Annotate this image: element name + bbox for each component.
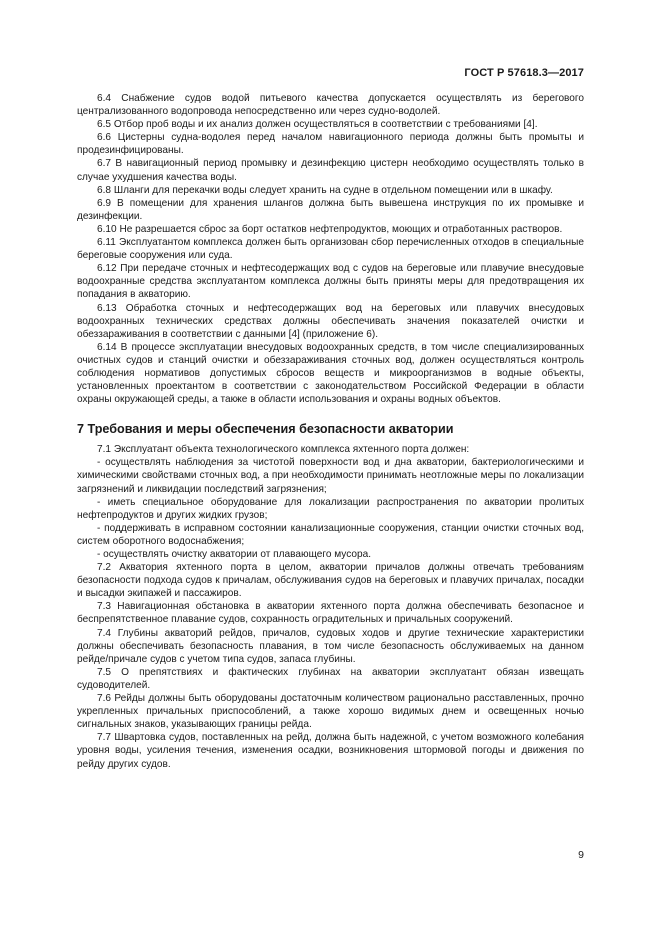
paragraph-6-13: 6.13 Обработка сточных и нефтесодержащих вод на береговых или плавучих внесудовых водоохранных технических средствах должны обеспечивать значения показателей очистки и обеззараживания в соответствии с данными [4] (приложение 6).: [77, 302, 584, 340]
paragraph-7-1: 7.1 Эксплуатант объекта технологического комплекса яхтенного порта должен:: [97, 444, 470, 456]
paragraph-6-6: 6.6 Цистерны судна-водолея перед началом навигационного периода должны быть промыты и продезинфицированы.: [77, 132, 584, 157]
list-item-maintenance: - поддерживать в исправном состоянии канализационные сооружения, станции очистки сточных вод, систем оборотного водоснабжения;: [77, 522, 584, 547]
paragraph-6-7: 6.7 В навигационный период промывку и дезинфекцию цистерн необходимо осуществлять только в случае ухудшения качества воды.: [77, 158, 584, 183]
section-6-paragraphs: [77, 92, 584, 406]
paragraph-6-10: 6.10 Не разрешается сброс за борт остатков нефтепродуктов, моющих и отработанных растворов.: [97, 223, 563, 235]
paragraph-7-6: 7.6 Рейды должны быть оборудованы достаточным количеством рационально расставленных, прочно укрепленных причальных приспособлений, а также хорошо видимых днем и освещенных ночью сигнальных знаков, указывающих границы рейда.: [77, 693, 584, 731]
paragraph-7-4: 7.4 Глубины акваторий рейдов, причалов, судовых ходов и другие технические характеристики должны обеспечивать безопасность плавания, в том числе безопасность обслуживаемых на данном рейде/причале судов с учетом типа судов, запаса глубины.: [77, 627, 584, 665]
list-item-observation: - осуществлять наблюдения за чистотой поверхности вод и дна акватории, бактериологическими и химическими свойствами сточных вод, а при необходимости принимать неотложные меры по локализации загрязнений и ликвидации последствий загрязнения;: [77, 457, 584, 495]
list-item-cleaning: - осуществлять очистку акватории от плавающего мусора.: [97, 549, 372, 560]
paragraph-6-5: 6.5 Отбор проб воды и их анализ должен осуществляться в соответствии с требованиями [4].: [97, 119, 538, 131]
section-7-heading: 7 Требования и меры обеспечения безопасности акватории: [77, 422, 454, 437]
paragraph-7-5: 7.5 О препятствиях и фактических глубинах на акватории эксплуатант обязан извещать судоводителей.: [77, 666, 584, 691]
paragraph-6-9: 6.9 В помещении для хранения шлангов должна быть вывешена инструкция по их промывке и дезинфекции.: [77, 197, 584, 222]
section-7-paragraphs: [77, 443, 584, 770]
paragraph-7-7: 7.7 Швартовка судов, поставленных на рейд, должна быть надежной, с учетом возможного колебания уровня воды, усиления течения, изменения осадки, возникновения штормовой погоды и движения по рейду других судов.: [77, 732, 584, 770]
paragraph-6-12: 6.12 При передаче сточных и нефтесодержащих вод с судов на береговые или плавучие внесудовые водоохранные средства эксплуатантом комплекса должны быть приняты меры для предотвращения их попадания в акваторию.: [77, 263, 584, 301]
paragraph-7-3: 7.3 Навигационная обстановка в акватории яхтенного порта должна обеспечивать безопасное и беспрепятственное плавание судов, сохранность оградительных и причальных сооружений.: [77, 601, 584, 626]
page-number: 9: [578, 849, 584, 861]
page-header: ГОСТ Р 57618.3—2017: [464, 67, 584, 79]
page-content: [77, 92, 584, 771]
list-item-equipment: - иметь специальное оборудование для локализации распространения по акватории пролитых нефтепродуктов и других жидких грузов;: [77, 496, 584, 521]
paragraph-6-4: 6.4 Снабжение судов водой питьевого качества допускается осуществлять из берегового централизованного водопровода непосредственно или через судно-водолей.: [77, 93, 584, 118]
paragraph-6-14: 6.14 В процессе эксплуатации внесудовых водоохранных средств, в том числе специализированных очистных судов и станций очистки и обеззараживания сточных вод, должен осуществляться контроль соблюдения нормативов допустимых сбросов веществ и микроорганизмов в водные объекты, установленных проектантом в соответствии с законодательством Российской Федерации в области охраны окружающей среды, а также в области использования и охраны водных объектов.: [77, 341, 584, 406]
paragraph-7-2: 7.2 Акватория яхтенного порта в целом, акватории причалов должны отвечать требованиям безопасности подхода судов к причалам, обслуживания судов на береговых и плавучих причалах, посадки и высадки экипажей и пассажиров.: [77, 562, 584, 600]
paragraph-6-11: 6.11 Эксплуатантом комплекса должен быть организован сбор перечисленных отходов в специальные береговые сооружения или суда.: [77, 237, 584, 262]
paragraph-6-8: 6.8 Шланги для перекачки воды следует хранить на судне в отдельном помещении или в шкафу.: [97, 184, 553, 196]
